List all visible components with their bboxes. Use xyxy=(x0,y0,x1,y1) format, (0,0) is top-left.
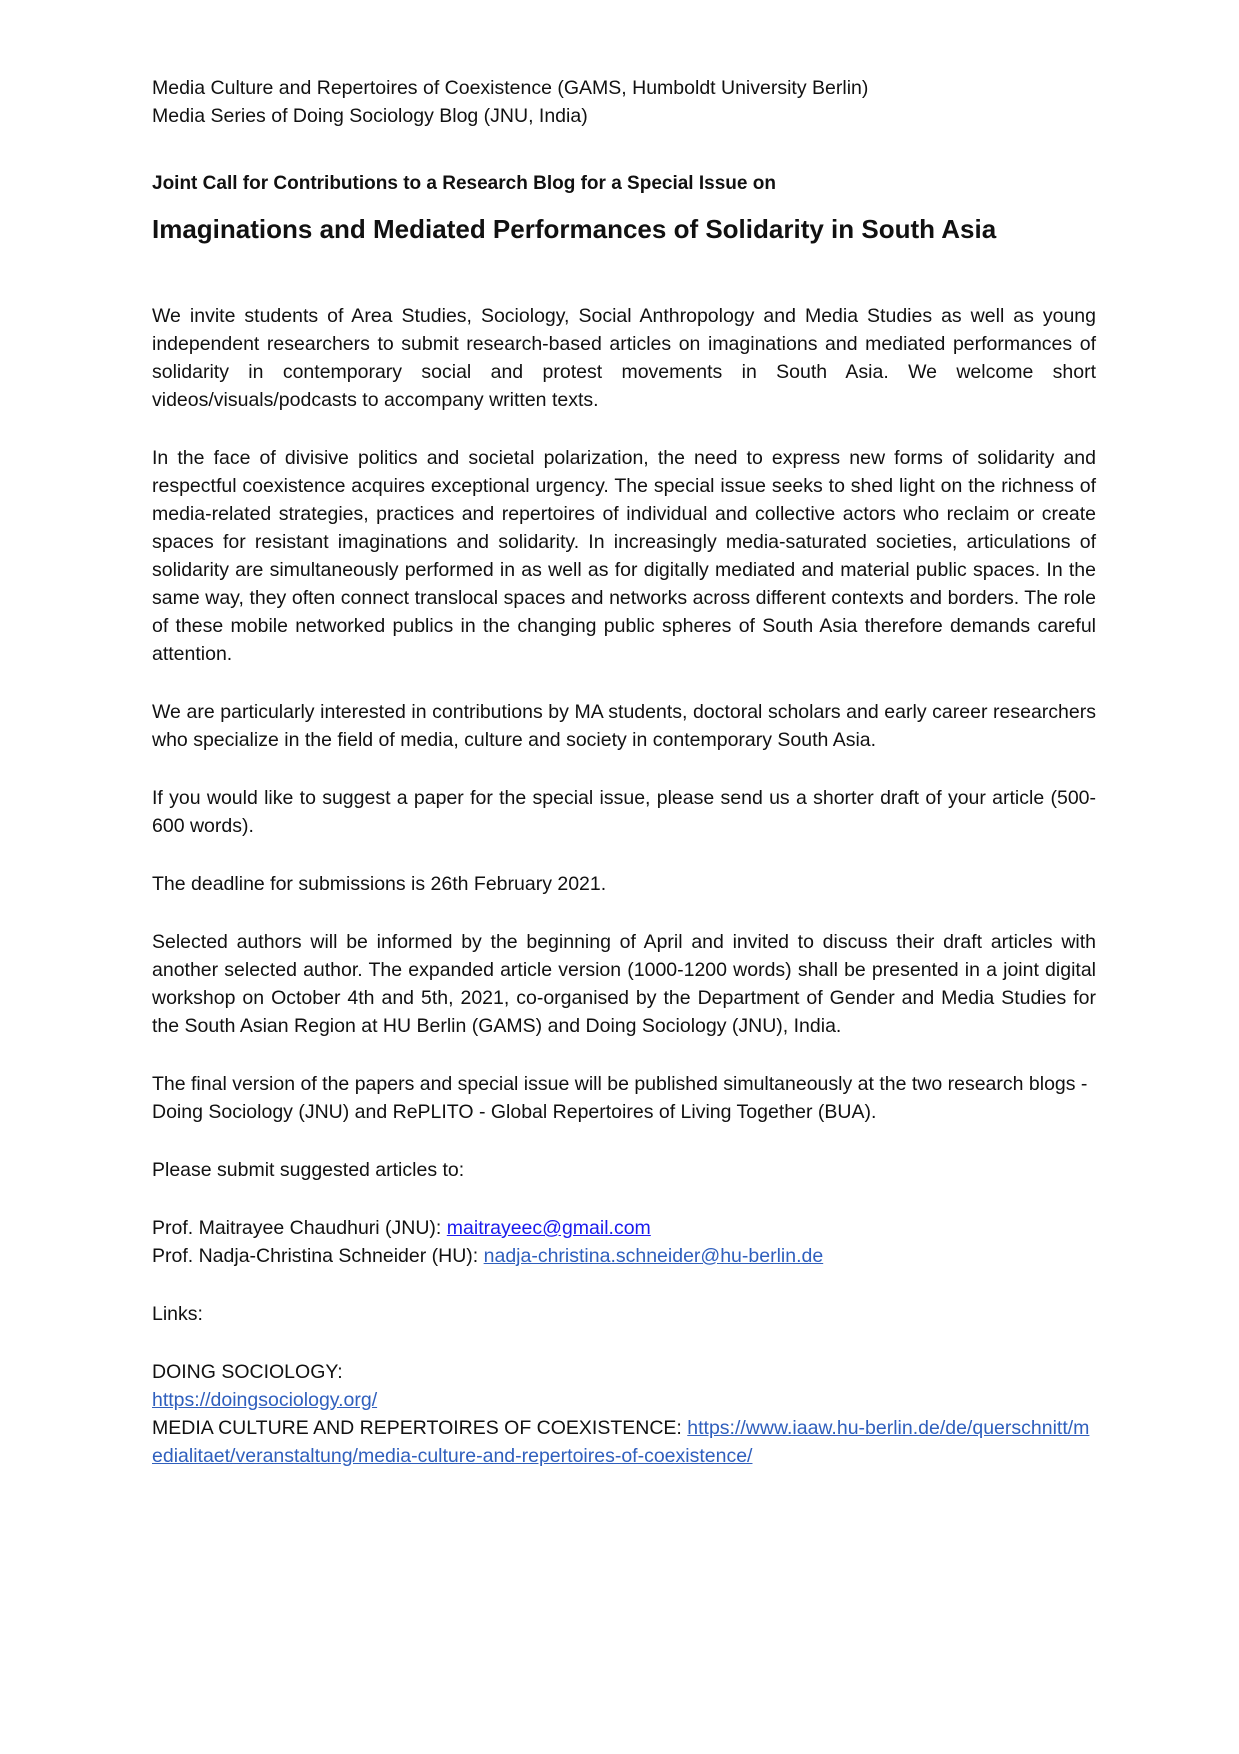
paragraph-deadline: The deadline for submissions is 26th February 2021. xyxy=(152,873,607,895)
contact-item xyxy=(152,1214,1096,1242)
media-culture-label: MEDIA CULTURE AND REPERTOIRES OF COEXISTENCE: xyxy=(152,1417,688,1439)
email-link-chaudhuri[interactable]: maitrayeec@gmail.com xyxy=(446,1217,651,1239)
media-culture-line xyxy=(152,1414,1096,1470)
call-label: Joint Call for Contributions to a Research Blog for a Special Issue on xyxy=(152,173,776,194)
header-line-1: Media Culture and Repertoires of Coexistence (GAMS, Humboldt University Berlin) xyxy=(152,77,869,99)
paragraph-interest: We are particularly interested in contributions by MA students, doctoral scholars and early career researchers who specialize in the field of media, culture and society in contemporary South Asia. xyxy=(152,701,1096,751)
email-link-schneider[interactable]: nadja-christina.schneider@hu-berlin.de xyxy=(483,1245,824,1267)
contact-name: Prof. Maitrayee Chaudhuri (JNU): xyxy=(152,1217,447,1239)
paragraph-context: In the face of divisive politics and societal polarization, the need to express new forms of solidarity and respectful coexistence acquires exceptional urgency. The special issue seeks to shed light on the richness of media-related strategies, practices and repertoires of individual and collective actors who reclaim or create spaces for resistant imaginations and solidarity. In increasingly media-saturated societies, articulations of solidarity are simultaneously performed in as well as for digitally mediated and material public spaces. In the same way, they often connect translocal spaces and networks across different contexts and borders. The role of these mobile networked publics in the changing public spheres of South Asia therefore demands careful attention. xyxy=(152,447,1096,665)
paragraph-selection: Selected authors will be informed by the beginning of April and invited to discuss their draft articles with another selected author. The expanded article version (1000-1200 words) shall be presented in a joint digital workshop on October 4th and 5th, 2021, co-organised by the Department of Gender and Media Studies for the South Asian Region at HU Berlin (GAMS) and Doing Sociology (JNU), India. xyxy=(152,931,1096,1037)
header-block xyxy=(152,74,1096,130)
links-block xyxy=(152,1358,1096,1470)
paragraph-draft: If you would like to suggest a paper for the special issue, please send us a shorter draft of your article (500-600 words). xyxy=(152,787,1096,837)
paragraph-publication: The final version of the papers and special issue will be published simultaneously at the two research blogs - Doing Sociology (JNU) and RePLITO - Global Repertoires of Living Together (BUA). xyxy=(152,1073,1088,1123)
paragraph-invitation: We invite students of Area Studies, Sociology, Social Anthropology and Media Studies as well as young independent researchers to submit research-based articles on imaginations and mediated performances of solidarity in contemporary social and protest movements in South Asia. We welcome short videos/visuals/podcasts to accompany written texts. xyxy=(152,305,1096,411)
page-title: Imaginations and Mediated Performances of Solidarity in South Asia xyxy=(152,214,997,244)
document-page xyxy=(152,74,1096,1470)
contact-item xyxy=(152,1242,1096,1270)
links-label: Links: xyxy=(152,1303,203,1325)
media-culture-link[interactable]: https://www.iaaw.hu-berlin.de/de/querschnitt/medialitaet/veranstaltung/media-culture-and-repertoires-of-coexistence/ xyxy=(152,1417,1090,1467)
contact-list xyxy=(152,1214,1096,1270)
doing-sociology-label: DOING SOCIOLOGY: xyxy=(152,1361,343,1383)
header-line-2: Media Series of Doing Sociology Blog (JNU, India) xyxy=(152,105,588,127)
contact-name: Prof. Nadja-Christina Schneider (HU): xyxy=(152,1245,484,1267)
paragraph-submit: Please submit suggested articles to: xyxy=(152,1159,465,1181)
doing-sociology-link[interactable]: https://doingsociology.org/ xyxy=(152,1389,378,1411)
